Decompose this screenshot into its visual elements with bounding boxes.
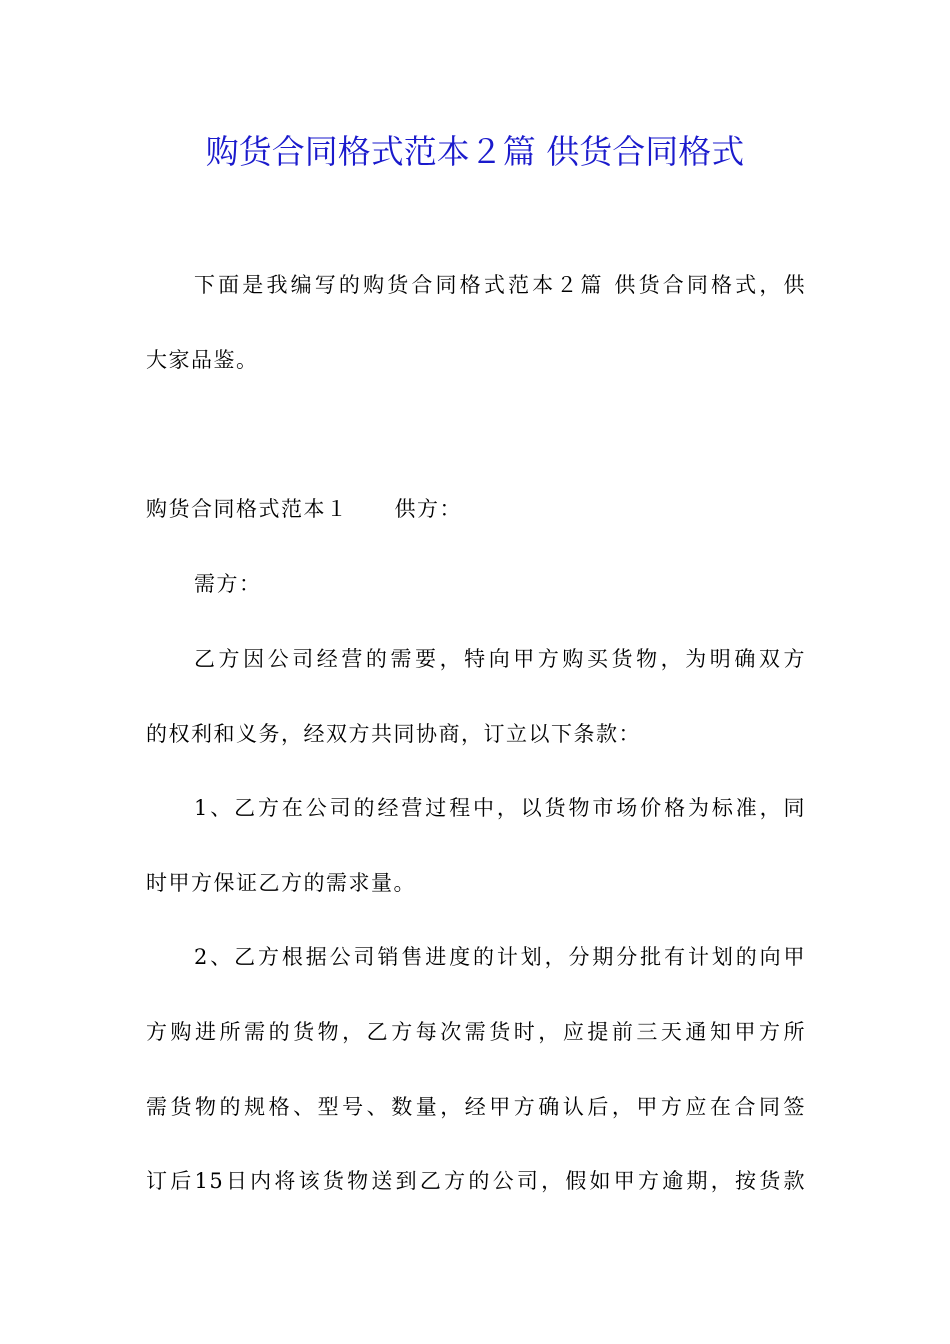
- buyer-label: 需方：: [194, 572, 262, 596]
- intro-line-2: 大家品鉴。: [146, 348, 259, 372]
- clause2-line-1: 2、乙方根据公司销售进度的计划，分期分批有计划的向甲: [194, 945, 806, 969]
- section1-heading: 购货合同格式范本１: [146, 497, 349, 521]
- document-title: 购货合同格式范本２篇 供货合同格式: [205, 132, 745, 171]
- supplier-label: 供方：: [394, 497, 462, 521]
- intro-line-1: 下面是我编写的购货合同格式范本２篇 供货合同格式，供: [194, 273, 806, 297]
- clause2-line-2: 方购进所需的货物，乙方每次需货时，应提前三天通知甲方所: [146, 1020, 806, 1044]
- section-heading-row: [146, 494, 806, 524]
- paragraph1-line-1: 乙方因公司经营的需要，特向甲方购买货物，为明确双方: [194, 647, 806, 671]
- clause2-line-4: 订后15日内将该货物送到乙方的公司，假如甲方逾期，按货款: [146, 1169, 806, 1193]
- clause1-line-1: 1、乙方在公司的经营过程中，以货物市场价格为标准，同: [194, 796, 806, 820]
- clause2-line-3: 需货物的规格、型号、数量，经甲方确认后，甲方应在合同签: [146, 1095, 806, 1119]
- paragraph1-line-2: 的权利和义务，经双方共同协商，订立以下条款：: [146, 722, 641, 746]
- clause1-line-2: 时甲方保证乙方的需求量。: [146, 871, 416, 895]
